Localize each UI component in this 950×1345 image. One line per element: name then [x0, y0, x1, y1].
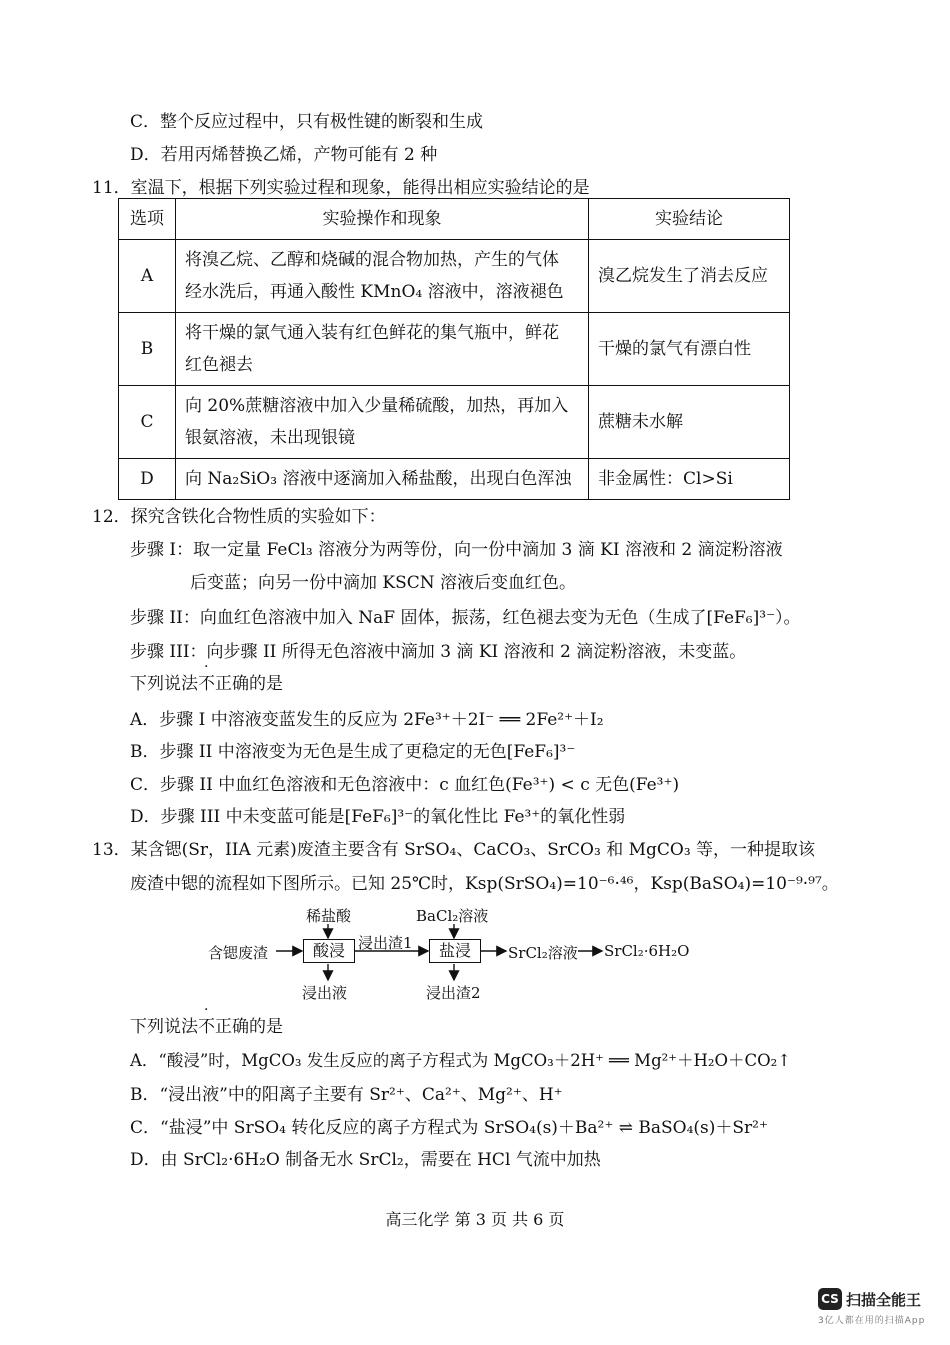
row-option: A [119, 240, 176, 313]
q12-option-d: D．步骤 III 中未变蓝可能是[FeF₆]³⁻的氧化性比 Fe³⁺的氧化性弱 [130, 807, 626, 827]
row-option: C [119, 386, 176, 459]
scanner-watermark [818, 1288, 925, 1326]
flow-leachate: 浸出液 [302, 984, 348, 1002]
q13-option-b: B．“浸出液”中的阳离子主要有 Sr²⁺、Ca²⁺、Mg²⁺、H⁺ [130, 1085, 563, 1105]
row-operation: 向 Na₂SiO₃ 溶液中逐滴加入稀盐酸，出现白色浑浊 [176, 459, 589, 500]
row-conclusion: 非金属性：Cl>Si [589, 459, 790, 500]
header-conclusion: 实验结论 [589, 199, 790, 240]
q13-option-c: C．“盐浸”中 SrSO₄ 转化反应的离子方程式为 SrSO₄(s)＋Ba²⁺ ⇌ BaSO₄(s)＋Sr²⁺ [130, 1118, 768, 1138]
cs-logo-icon: CS [818, 1288, 842, 1310]
q13-stem-cont: 废渣中锶的流程如下图所示。已知 25℃时，Ksp(SrSO₄)=10⁻⁶·⁴⁶，Ksp(BaSO₄)=10⁻⁹·⁹⁷。 [130, 874, 839, 894]
q10-option-d: D．若用丙烯替换乙烯，产物可能有 2 种 [130, 145, 438, 165]
q13-option-a: A．“酸浸”时，MgCO₃ 发生反应的离子方程式为 MgCO₃＋2H⁺ ══ Mg²⁺＋H₂O＋CO₂↑ [130, 1051, 792, 1070]
row-option: B [119, 313, 176, 386]
row-operation: 将溴乙烷、乙醇和烧碱的混合物加热，产生的气体 经水洗后，再通入酸性 KMnO₄ 溶液中，溶液褪色 [176, 240, 589, 313]
q12-step2: 步骤 II：向血红色溶液中加入 NaF 固体，振荡，红色褪去变为无色（生成了[FeF₆]³⁻）。 [130, 608, 801, 628]
q12-option-a: A．步骤 I 中溶液变蓝发生的反应为 2Fe³⁺＋2I⁻ ══ 2Fe²⁺＋I₂ [130, 710, 604, 730]
q12-step3: 步骤 III：向步骤 II 所得无色溶液中滴加 3 滴 KI 溶液和 2 滴淀粉溶液，未变蓝。 [130, 642, 747, 662]
q12-step1-cont: 后变蓝；向另一份中滴加 KSCN 溶液后变血红色。 [190, 573, 577, 593]
page-footer: 高三化学 第 3 页 共 6 页 [385, 1210, 565, 1229]
table-row [119, 386, 790, 459]
row-operation: 将干燥的氯气通入装有红色鲜花的集气瓶中，鲜花 红色褪去 [176, 313, 589, 386]
flow-product-2: SrCl₂·6H₂O [604, 942, 690, 960]
q12-option-c: C．步骤 II 中血红色溶液和无色溶液中：c 血红色(Fe³⁺) < c 无色(Fe³⁺) [130, 775, 680, 795]
flow-step-salt-leach: 盐浸 [429, 939, 481, 963]
q12-question: 下列说法不正确的是 [130, 669, 283, 694]
emphasis-not: 不 [198, 674, 215, 694]
q13-stem: 13．某含锶(Sr，IIA 元素)废渣主要含有 SrSO₄、CaCO₃、SrCO₃ 和 MgCO₃ 等，一种提取该 [92, 840, 816, 860]
flow-residue-1: 浸出渣1 [358, 934, 413, 952]
flow-input: 含锶废渣 [208, 944, 269, 962]
watermark-name: 扫描全能王 [846, 1290, 922, 1309]
watermark-tagline: 3亿人都在用的扫描App [818, 1316, 926, 1326]
table-row [119, 459, 790, 500]
table-row [119, 313, 790, 386]
table-header-row [119, 199, 790, 240]
flow-residue-2: 浸出渣2 [426, 984, 481, 1002]
flow-diagram [200, 900, 720, 1010]
row-operation: 向 20%蔗糖溶液中加入少量稀硫酸，加热，再加入 银氨溶液，未出现银镜 [176, 386, 589, 459]
table-row [119, 240, 790, 313]
flow-product-1: SrCl₂溶液 [508, 944, 578, 962]
header-operation: 实验操作和现象 [176, 199, 589, 240]
header-option: 选项 [119, 199, 176, 240]
q10-option-c: C．整个反应过程中，只有极性键的断裂和生成 [130, 112, 484, 132]
emphasis-not: 不 [198, 1017, 215, 1037]
q11-table [118, 198, 790, 500]
q13-question: 下列说法不正确的是 [130, 1012, 283, 1037]
row-conclusion: 干燥的氯气有漂白性 [589, 313, 790, 386]
q12-option-b: B．步骤 II 中溶液变为无色是生成了更稳定的无色[FeF₆]³⁻ [130, 742, 576, 762]
q11-stem: 11．室温下，根据下列实验过程和现象，能得出相应实验结论的是 [92, 178, 590, 198]
row-conclusion: 溴乙烷发生了消去反应 [589, 240, 790, 313]
row-conclusion: 蔗糖未水解 [589, 386, 790, 459]
q12-step1: 步骤 I：取一定量 FeCl₃ 溶液分为两等份，向一份中滴加 3 滴 KI 溶液和 2 滴淀粉溶液 [130, 540, 783, 560]
flow-reagent-1: 稀盐酸 [306, 907, 352, 925]
q12-stem: 12．探究含铁化合物性质的实验如下： [92, 507, 386, 527]
q13-option-d: D．由 SrCl₂·6H₂O 制备无水 SrCl₂，需要在 HCl 气流中加热 [130, 1150, 601, 1170]
flow-reagent-2: BaCl₂溶液 [416, 907, 489, 925]
row-option: D [119, 459, 176, 500]
flow-step-acid-leach: 酸浸 [303, 939, 355, 963]
